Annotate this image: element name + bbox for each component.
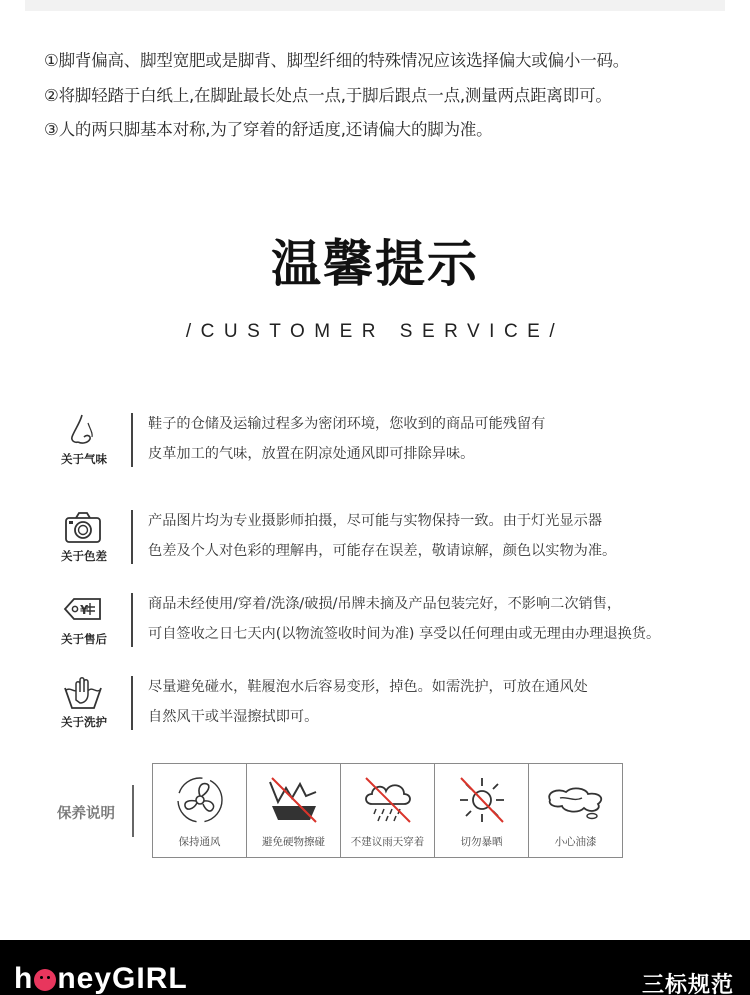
top-divider-strip: [25, 0, 725, 11]
care-instructions-box: [152, 763, 623, 858]
care-label: 保养说明: [57, 806, 115, 822]
price-tag-icon: [62, 593, 104, 629]
care-item-paint-caution: [529, 764, 622, 857]
tip-line: 鞋子的仓储及运输过程多为密闭环境，您收到的商品可能残留有: [148, 416, 546, 432]
care-item-avoid-hard-objects: [247, 764, 341, 857]
note-2: ②将脚轻踏于白纸上,在脚趾最长处点一点,于脚后跟点一点,测量两点距离即可。: [44, 85, 612, 105]
tip-line: 可自签收之日七天内(以物流签收时间为准) 享受以任何理由或无理由办理退换货。: [148, 626, 661, 642]
measurement-notes: [44, 44, 734, 148]
tip-label: 关于色差: [61, 549, 107, 563]
brand-logo: [14, 960, 188, 994]
no-sun-icon: [455, 774, 509, 826]
camera-icon: [62, 510, 104, 546]
tip-description: [148, 506, 748, 566]
no-rain-icon: [358, 774, 418, 826]
care-item-text: 保持通风: [178, 836, 221, 848]
section-title: 温馨提示: [271, 235, 479, 293]
tip-label: 关于洗护: [61, 715, 107, 729]
tip-color: [52, 510, 742, 570]
tip-divider: [131, 593, 133, 647]
tip-divider: [131, 676, 133, 730]
tip-line: 商品未经使用/穿着/洗涤/破损/吊牌未摘及产品包装完好，不影响二次销售，: [148, 596, 622, 612]
note-3: ③人的两只脚基本对称,为了穿着的舒适度,还请偏大的脚为准。: [44, 120, 493, 139]
care-divider: [132, 785, 134, 837]
tip-line: 尽量避免碰水，鞋履泡水后容易变形，掉色。如需洗护，可放在通风处: [148, 679, 588, 695]
tip-description: [148, 409, 748, 469]
footer-bar: [0, 940, 750, 995]
care-item-text: 小心油漆: [554, 836, 597, 848]
oil-stain-icon: [544, 774, 608, 826]
care-item-ventilation: [153, 764, 247, 857]
tip-label: 关于售后: [61, 632, 107, 646]
care-item-text: 不建议雨天穿着: [350, 836, 425, 848]
tip-smell: [52, 413, 742, 473]
svg-text:¥: ¥: [80, 603, 89, 617]
care-item-no-sun: [435, 764, 529, 857]
no-hard-objects-icon: [266, 774, 322, 826]
tip-after-sales: [52, 593, 742, 653]
tip-divider: [131, 413, 133, 467]
footer-title: 三标规范: [641, 973, 734, 995]
tip-line: 皮革加工的气味，放置在阴凉处通风即可排除异味。: [148, 446, 475, 462]
tip-line: 色差及个人对色彩的理解冉，可能存在误差，敬请谅解，颜色以实物为准。: [148, 543, 617, 559]
tip-label: 关于气味: [61, 452, 107, 466]
care-item-text: 避免硬物擦碰: [262, 836, 325, 848]
fan-icon: [175, 774, 225, 826]
brand-name: neyGIRL: [57, 962, 188, 995]
brand-smiley-icon: [34, 969, 56, 991]
care-item-no-rain: [341, 764, 435, 857]
section-subtitle: /CUSTOMER SERVICE/: [185, 321, 565, 342]
note-1: ①脚背偏高、脚型宽肥或是脚背、脚型纤细的特殊情况应该选择偏大或偏小一码。: [44, 51, 630, 70]
brand-letter: h: [14, 962, 34, 995]
care-item-text: 切勿暴晒: [460, 836, 503, 848]
tip-description: [148, 672, 748, 732]
tip-divider: [131, 510, 133, 564]
tip-line: 自然风干或半湿擦拭即可。: [148, 709, 319, 725]
hand-wash-icon: [62, 676, 104, 712]
tip-description: [148, 589, 748, 649]
nose-icon: [62, 413, 104, 449]
tip-line: 产品图片均为专业摄影师拍摄，尽可能与实物保持一致。由于灯光显示器: [148, 513, 603, 529]
tip-washing: [52, 676, 742, 736]
